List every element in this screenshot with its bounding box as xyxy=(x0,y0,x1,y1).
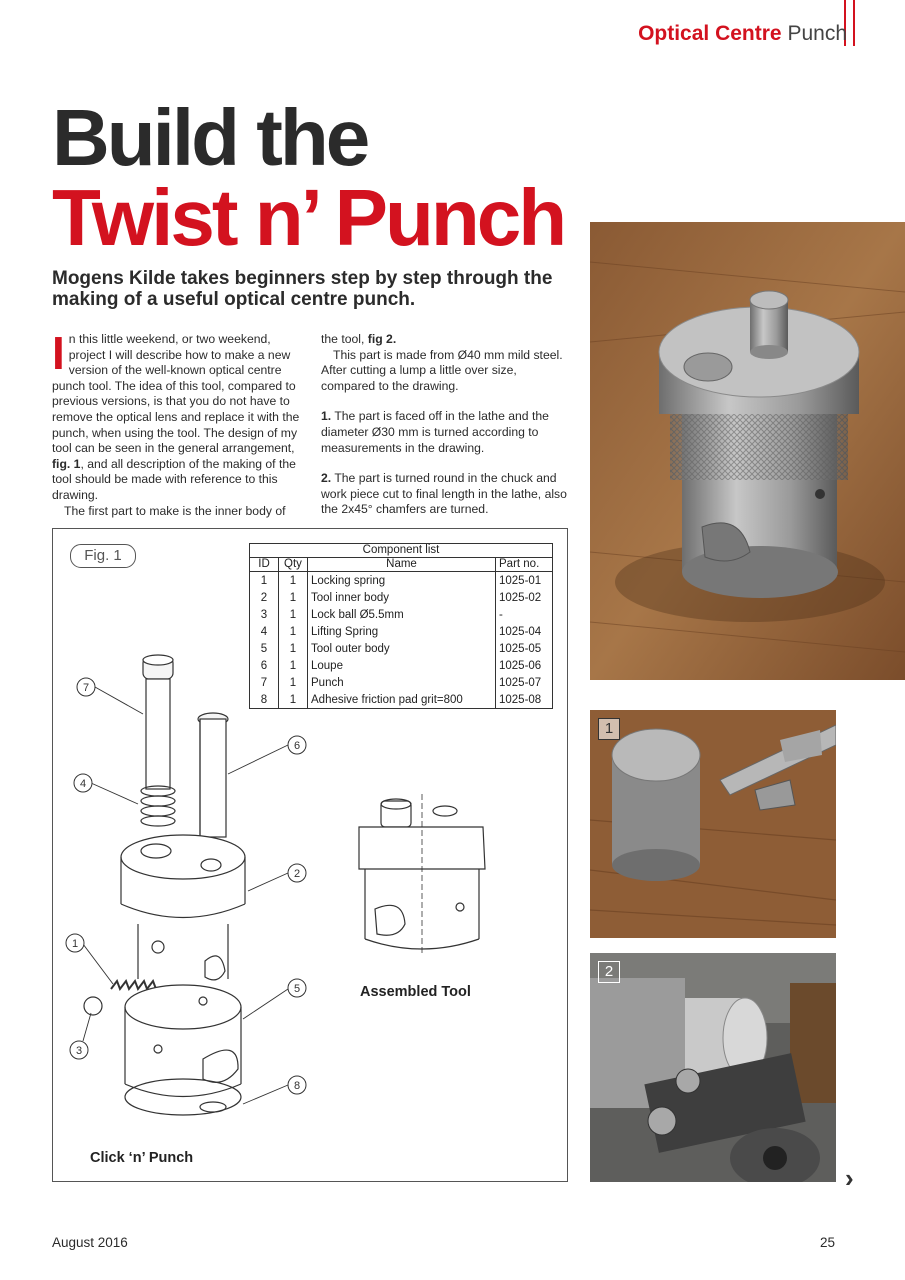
cell-part-no: 1025-07 xyxy=(496,674,553,691)
body-column-2 xyxy=(321,332,569,518)
photo-1-number: 1 xyxy=(598,718,620,740)
cell-qty: 1 xyxy=(279,606,308,623)
step2-number: 2. xyxy=(321,471,332,486)
fig1-reference: fig. 1 xyxy=(52,456,81,471)
cell-qty: 1 xyxy=(279,589,308,606)
photo-finished-tool xyxy=(590,222,905,680)
section-header-light: Punch xyxy=(787,22,847,45)
cell-qty: 1 xyxy=(279,640,308,657)
standfirst: Mogens Kilde takes beginners step by step through the making of a useful optical centre punch. xyxy=(52,268,553,310)
figure-label: Fig. 1 xyxy=(70,544,136,568)
step1-text: The part is faced off in the lathe and the diameter Ø30 mm is turned according to measurements in the drawing. xyxy=(321,409,549,455)
callout-2 xyxy=(288,864,306,882)
col2-paragraph-2: This part is made from Ø40 mm mild steel. After cutting a lump a little over size, compared to the drawing. xyxy=(321,347,563,393)
callout-5 xyxy=(288,979,306,997)
callout-4 xyxy=(74,774,92,792)
dropcap: I xyxy=(52,327,65,379)
finished-tool-image xyxy=(590,222,905,680)
footer-page-number: 25 xyxy=(820,1235,836,1250)
photo-1-steel-blank xyxy=(590,710,836,938)
cell-part-no: 1025-02 xyxy=(496,589,553,606)
fig2-reference: fig 2. xyxy=(367,332,397,346)
callout-6 xyxy=(288,736,306,754)
cell-name: Tool outer body xyxy=(308,640,496,657)
svg-text:8: 8 xyxy=(293,1080,301,1092)
col1-paragraph-2: The first part to make is the inner body of xyxy=(64,503,286,518)
header-id: ID xyxy=(250,558,279,572)
svg-text:1: 1 xyxy=(71,938,79,950)
component-list-caption: Component list xyxy=(250,544,552,558)
exploded-view-caption: Click ‘n’ Punch xyxy=(90,1150,194,1166)
cell-name: Adhesive friction pad grit=800 xyxy=(308,691,496,708)
next-page-chevron-icon: › xyxy=(845,1163,854,1193)
photo-2-lathe xyxy=(590,953,836,1182)
cell-id: 8 xyxy=(260,693,268,706)
cell-id: 6 xyxy=(260,659,268,672)
svg-text:2: 2 xyxy=(293,868,301,880)
cell-id: 4 xyxy=(260,625,268,638)
svg-text:5: 5 xyxy=(293,983,301,995)
cell-name: Loupe xyxy=(308,657,496,674)
cell-qty: 1 xyxy=(279,623,308,640)
title-line-1: Build the xyxy=(52,93,368,182)
header-name: Name xyxy=(308,558,496,572)
cell-part-no: - xyxy=(496,606,553,623)
cell-name: Locking spring xyxy=(308,572,496,590)
section-header xyxy=(638,22,847,46)
cell-name: Lifting Spring xyxy=(308,623,496,640)
cell-qty: 1 xyxy=(279,572,308,590)
svg-text:7: 7 xyxy=(82,682,90,694)
cell-id: 3 xyxy=(260,608,268,621)
assembled-tool-caption: Assembled Tool xyxy=(360,984,471,1000)
cell-id: 2 xyxy=(260,591,268,604)
callout-3 xyxy=(70,1041,88,1059)
article-title xyxy=(52,93,565,262)
cell-qty: 1 xyxy=(279,674,308,691)
cell-name: Lock ball Ø5.5mm xyxy=(308,606,496,623)
svg-text:3: 3 xyxy=(75,1045,83,1057)
cell-id: 5 xyxy=(260,642,268,655)
steel-blank-image xyxy=(590,710,836,938)
footer-date: August 2016 xyxy=(52,1235,128,1250)
step1-number: 1. xyxy=(321,409,332,424)
header-part-no: Part no. xyxy=(496,558,553,572)
lathe-image xyxy=(590,953,836,1182)
cell-part-no: 1025-01 xyxy=(496,572,553,590)
cell-part-no: 1025-06 xyxy=(496,657,553,674)
cell-part-no: 1025-08 xyxy=(496,691,553,708)
col1-paragraph-1-end: , and all description of the making of the tool should be made with reference to this drawing. xyxy=(52,456,296,502)
svg-text:6: 6 xyxy=(293,740,301,752)
cell-part-no: 1025-05 xyxy=(496,640,553,657)
body-column-1 xyxy=(52,327,300,519)
cell-part-no: 1025-04 xyxy=(496,623,553,640)
col2-paragraph-1: the tool, xyxy=(321,332,365,346)
cell-id: 7 xyxy=(260,676,268,689)
cell-qty: 1 xyxy=(279,691,308,708)
col1-paragraph-1: n this little weekend, or two weekend, project I will describe how to make a new version of the well-known optical centre punch tool. The idea of this tool, compared to previous versions, is that you do not have to remove the optical lens and replace it with the punch, when using the tool. The design of my tool can be seen in the general arrangement, xyxy=(52,332,300,456)
header-qty: Qty xyxy=(279,558,308,572)
photo-2-number: 2 xyxy=(598,961,620,983)
title-line-2: Twist n’ Punch xyxy=(52,173,565,262)
callout-layer xyxy=(53,529,567,1181)
cell-name: Tool inner body xyxy=(308,589,496,606)
section-header-bold: Optical Centre xyxy=(638,22,782,45)
cell-id: 1 xyxy=(260,574,268,587)
svg-text:4: 4 xyxy=(79,778,87,790)
step2-text: The part is turned round in the chuck and work piece cut to final length in the lathe, also the 2x45° chamfers are turned. xyxy=(321,471,567,517)
figure-1-box xyxy=(52,528,568,1182)
cell-name: Punch xyxy=(308,674,496,691)
callout-1 xyxy=(66,934,84,952)
callout-8 xyxy=(288,1076,306,1094)
callout-7 xyxy=(77,678,95,696)
cell-qty: 1 xyxy=(279,657,308,674)
